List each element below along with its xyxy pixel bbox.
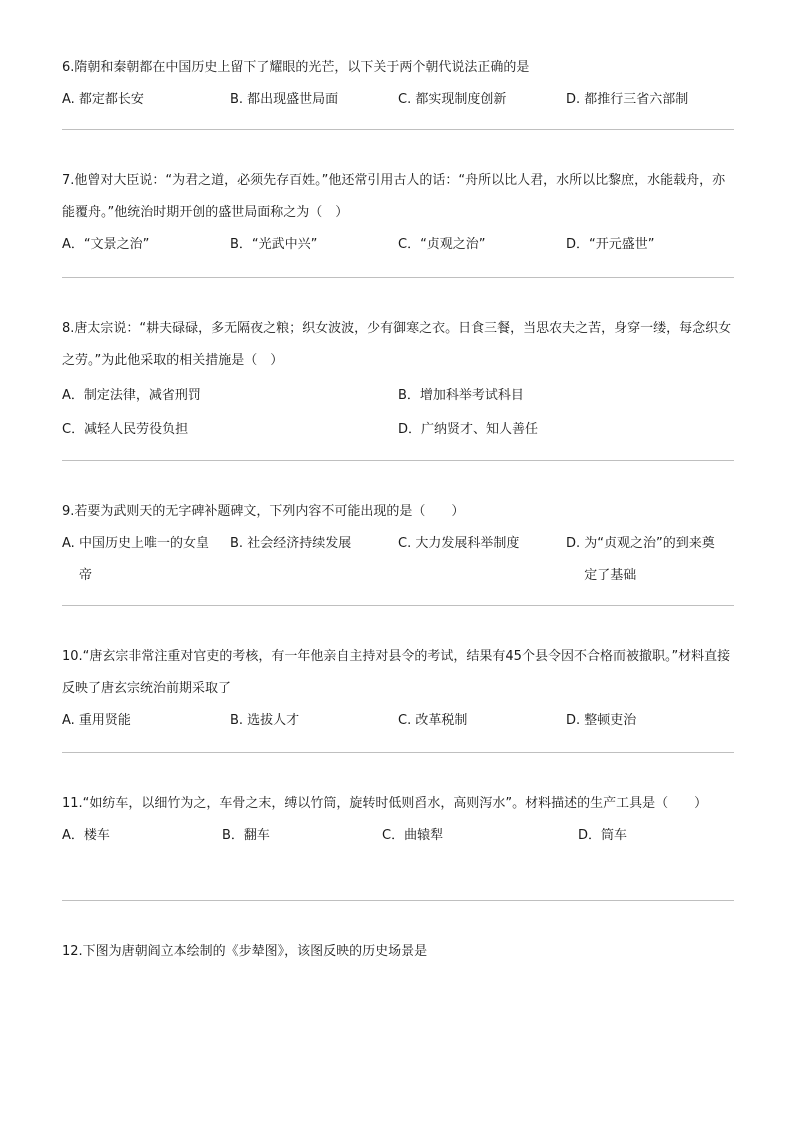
option-a[interactable]: A．楼车 [62, 828, 110, 843]
option-b[interactable] [230, 528, 398, 592]
question-11 [62, 788, 734, 852]
option-b[interactable]: B．翻车 [222, 828, 270, 843]
question-stem: 6.隋朝和秦朝都在中国历史上留下了耀眼的光芒，以下关于两个朝代说法正确的是 [62, 60, 530, 75]
question-10 [62, 641, 734, 737]
option-text: 为“贞观之治”的到来奠定了基础 [584, 536, 715, 583]
question-stem: 8.唐太宗说：“耕夫碌碌，多无隔夜之粮；织女波波，少有御寒之衣。日食三餐，当思农夫之苦，身穿一缕，每念织女之劳。”为此他采取的相关措施是（ ） [62, 321, 732, 368]
option-c[interactable]: C. 改革税制 [398, 713, 468, 728]
question-stem: 9.若要为武则天的无字碑补题碑文，下列内容不可能出现的是（ ） [62, 504, 465, 519]
option-label: D. [566, 536, 585, 551]
option-b[interactable]: B. 选拔人才 [230, 713, 300, 728]
option-c[interactable]: C．曲辕犁 [382, 828, 444, 843]
divider [62, 460, 734, 461]
option-label: C. [398, 536, 416, 551]
question-stem: 12.下图为唐朝阎立本绘制的《步辇图》，该图反映的历史场景是 [62, 944, 428, 959]
option-a[interactable] [62, 528, 230, 592]
option-b[interactable]: B．增加科举考试科目 [398, 388, 524, 403]
option-b[interactable]: B．“光武中兴” [230, 237, 318, 252]
question-9 [62, 496, 734, 592]
option-d[interactable]: D．广纳贤才、知人善任 [398, 422, 539, 437]
divider [62, 129, 734, 130]
question-stem: 10.“唐玄宗非常注重对官吏的考核，有一年他亲自主持对县令的考试，结果有45个县令因不合格而被撤职。”材料直接反映了唐玄宗统治前期采取了 [62, 649, 731, 696]
option-text: 社会经济持续发展 [247, 536, 352, 551]
option-d[interactable]: D．“开元盛世” [566, 237, 655, 252]
option-label: A. [62, 536, 79, 551]
question-12 [62, 936, 734, 968]
option-d[interactable]: D．筒车 [578, 828, 628, 843]
question-8 [62, 313, 734, 447]
option-text: 大力发展科举制度 [415, 536, 520, 551]
option-b[interactable]: B. 都出现盛世局面 [230, 92, 339, 107]
option-a[interactable]: A．“文景之治” [62, 237, 150, 252]
option-d[interactable]: D. 都推行三省六部制 [566, 92, 689, 107]
option-label: B. [230, 536, 248, 551]
option-c[interactable]: C．减轻人民劳役负担 [62, 422, 189, 437]
option-a[interactable]: A. 重用贤能 [62, 713, 131, 728]
question-6 [62, 52, 734, 116]
question-stem: 11.“如纺车，以细竹为之，车骨之末，缚以竹筒，旋转时低则舀水，高则泻水”。材料描述的生产工具是（ ） [62, 796, 708, 811]
question-stem: 7.他曾对大臣说：“为君之道，必须先存百姓。”他还常引用古人的话：“舟所以比人君，水所以比黎庶，水能载舟，亦能覆舟。”他统治时期开创的盛世局面称之为（ ） [62, 173, 726, 220]
option-c[interactable] [398, 528, 566, 592]
question-7 [62, 165, 734, 261]
divider [62, 900, 734, 901]
option-c[interactable]: C. 都实现制度创新 [398, 92, 507, 107]
divider [62, 752, 734, 753]
option-text: 中国历史上唯一的女皇帝 [78, 536, 209, 583]
divider [62, 605, 734, 606]
option-c[interactable]: C．“贞观之治” [398, 237, 486, 252]
option-d[interactable]: D. 整顿吏治 [566, 713, 637, 728]
option-a[interactable]: A．制定法律，减省刑罚 [62, 388, 201, 403]
option-d[interactable] [566, 528, 734, 592]
option-a[interactable]: A. 都定都长安 [62, 92, 144, 107]
divider [62, 277, 734, 278]
